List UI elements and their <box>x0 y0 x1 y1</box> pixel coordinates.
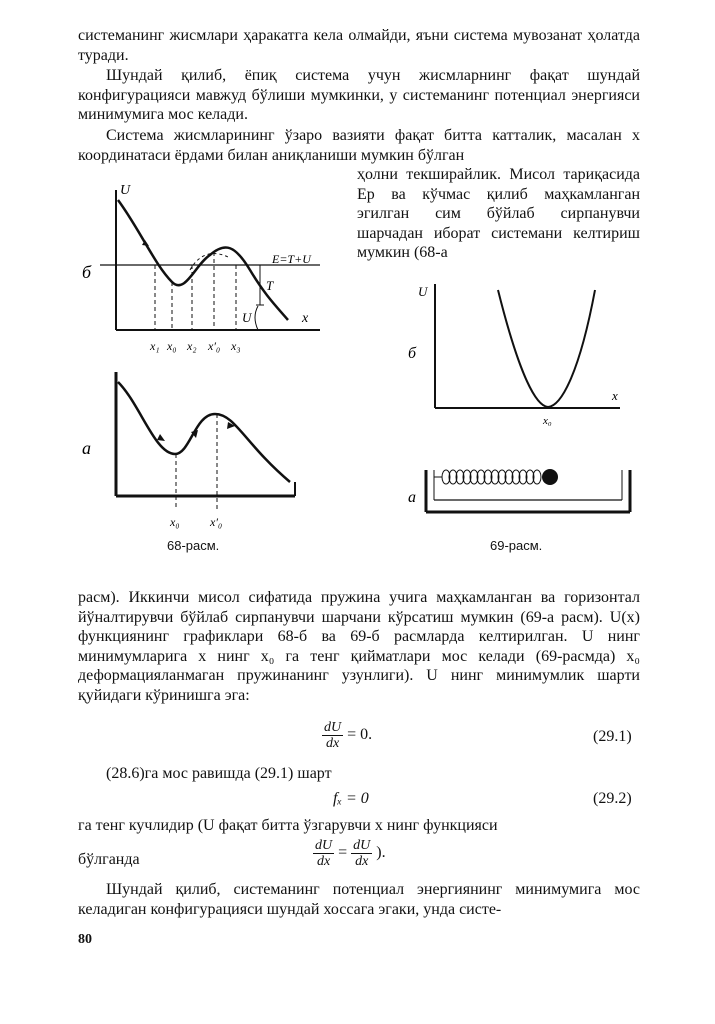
paragraph-4: расм). Иккинчи мисол сифатида пружина учига маҳкамланган ва горизонтал йўналтирувчи бўйлаб сирпанувчи шарчани кўрсатиш мумкин (69-а расм). U(x) функциянинг графиклари 68-б ва 69-б расмларда келтирилган. U нинг минимумларига x нинг x₀ га тенг қийматлари мос келади (69-расмда) x₀ деформацияланмаган пружинанинг узунлиги). U нинг минимумлик шарти қуйидаги кўринишга эга: <box>78 589 640 704</box>
paragraph-1: системанинг жисмлари ҳаракатга кела олмайди, яъни система мувозанат ҳолатда туради. <box>78 27 640 64</box>
tick-a-x0: x₀ <box>170 515 180 529</box>
eq1-numerator: dU <box>324 720 342 735</box>
paragraph-3: Система жисмларининг ўзаро вазияти фақат битта катталик, масалан x координатаси ёрдами билан аниқланиши мумкин бўлган <box>78 127 640 164</box>
paragraph-7: Шундай қилиб, системанинг потенциал энергиянинг минимумига мос келадиган конфигурацияси шундай хоссага эгаки, унда систе- <box>78 881 640 918</box>
eq3-close: ). <box>376 844 386 862</box>
eq3-right-numerator: dU <box>353 838 371 853</box>
eq1-denominator: dx <box>325 736 340 751</box>
caption-68: 68-расм. <box>167 538 220 553</box>
panel-b-label-69: б <box>408 345 417 362</box>
panel-a-label: а <box>82 438 91 458</box>
tick-x0-prime: x′₀ <box>208 339 221 353</box>
energy-label: E=T+U <box>272 252 311 266</box>
paragraph-5: (28.6)га мос равишда (29.1) шарт <box>106 765 332 782</box>
t-label: T <box>266 278 274 293</box>
paragraph-3-continued: ҳолни текширайлик. Мисол тариқасида Ер ва кўчмас қилиб маҳкамланган эгилган сим бўйлаб сирпанувчи шарчадан иборат системани келтириш мумкин (68-а <box>357 166 640 261</box>
eq1-rhs: = 0. <box>347 726 373 744</box>
figure-68a <box>80 364 320 534</box>
figure-69b <box>400 280 640 430</box>
tick-x2: x₂ <box>187 339 197 353</box>
equation-label-29-1: (29.1) <box>593 728 632 745</box>
caption-69: 69-расм. <box>490 538 543 553</box>
axis-u-label: U <box>120 183 131 198</box>
axis-u-label-69: U <box>418 284 428 299</box>
eq3-right-denominator: dx <box>355 854 369 869</box>
panel-a-label-69: а <box>408 489 416 506</box>
tick-x1: x₁ <box>150 339 160 353</box>
paragraph-6-end: бўлганда <box>78 851 140 868</box>
paragraph-6: га тенг кучлидир (U фақат битта ўзгарувчи x нинг функцияси <box>78 817 498 834</box>
u-bracket-label: U <box>242 310 252 325</box>
panel-b-label: б <box>82 262 92 282</box>
figure-69a <box>400 462 640 522</box>
tick-x0: x₀ <box>167 339 177 353</box>
figure-68b <box>80 180 350 360</box>
eq3-left-denominator: dx <box>316 854 331 869</box>
axis-x-label-69: x <box>612 388 618 403</box>
equation-29-2: fₓ = 0 <box>333 790 369 807</box>
axis-x-label: x <box>302 311 309 326</box>
tick-a-x0-prime: x′₀ <box>210 515 223 529</box>
paragraph-2: Шундай қилиб, ёпиқ система учун жисмларнинг фақат шундай конфигурацияси мавжуд бўлиши мумкинки, у системанинг потенциал энергияси минимумига мос келади. <box>78 67 640 123</box>
eq3-left-numerator: dU <box>315 838 333 853</box>
page-number: 80 <box>78 932 92 947</box>
equation-label-29-2: (29.2) <box>593 790 632 807</box>
equation-29-1 <box>322 720 372 751</box>
equation-fx-derivative: $\frac{dU}{dx}$ = $\frac{dU}{dx}$ ). <box>315 838 386 869</box>
tick-69-x0: x₀ <box>543 415 552 427</box>
tick-x3: x₃ <box>231 339 241 353</box>
